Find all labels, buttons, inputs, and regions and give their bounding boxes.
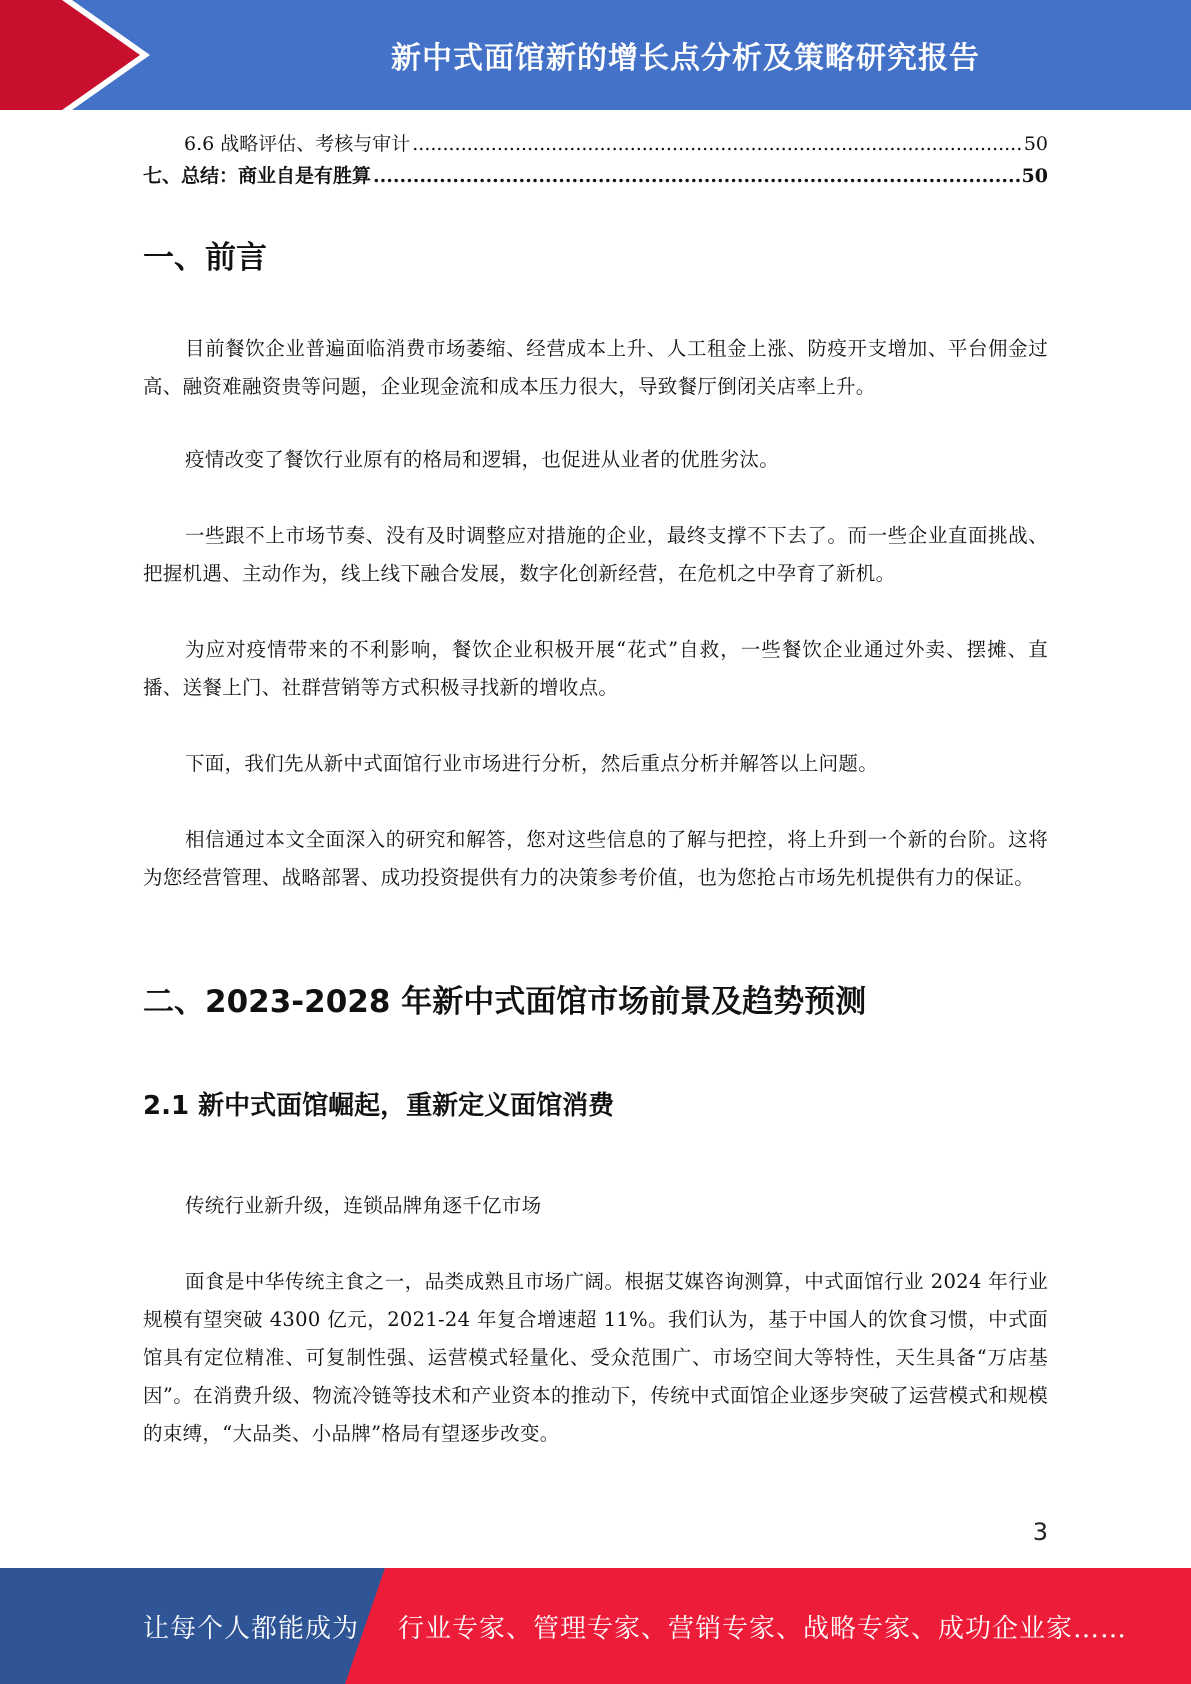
page-number: 3: [1032, 1518, 1048, 1546]
paragraph: 面食是中华传统主食之一，品类成熟且市场广阔。根据艾媒咨询测算，中式面馆行业 2024 年行业规模有望突破 4300 亿元，2021-24 年复合增速超 11%。我们认为，基于中国人的饮食习惯，中式面馆具有定位精准、可复制性强、运营模式轻量化、受众范围广、市场空间大等特性，天生具备“万店基因”。在消费升级、物流冷链等技术和产业资本的推动下，传统中式面馆企业逐步突破了运营模式和规模的束缚，“大品类、小品牌”格局有望逐步改变。: [143, 1270, 1048, 1445]
section-heading-forecast: 二、2023-2028 年新中式面馆市场前景及趋势预测: [143, 984, 867, 1020]
toc-entry-page: 50: [1021, 165, 1048, 187]
subsection-heading: 2.1 新中式面馆崛起，重新定义面馆消费: [143, 1091, 615, 1121]
paragraph: 传统行业新升级，连锁品牌角逐千亿市场: [185, 1194, 542, 1217]
paragraph: 为应对疫情带来的不利影响，餐饮企业积极开展“花式”自救，一些餐饮企业通过外卖、摆摊、直播、送餐上门、社群营销等方式积极寻找新的增收点。: [143, 638, 1048, 699]
table-of-contents: [143, 128, 1048, 192]
toc-entry-title: 七、总结：商业自是有胜算: [143, 165, 372, 187]
paragraph: 相信通过本文全面深入的研究和解答，您对这些信息的了解与把控，将上升到一个新的台阶。这将为您经营管理、战略部署、成功投资提供有力的决策参考价值，也为您抢占市场先机提供有力的保证。: [143, 828, 1048, 889]
paragraph: 下面，我们先从新中式面馆行业市场进行分析，然后重点分析并解答以上问题。: [185, 752, 879, 775]
toc-leader-dots: [373, 160, 1020, 192]
toc-entry-page: 50: [1023, 133, 1048, 155]
header-banner: [0, 0, 1191, 110]
toc-entry[interactable]: [143, 160, 1048, 192]
header-arrow-decoration: [0, 0, 180, 110]
footer-slogan-left: 让每个人都能成为: [143, 1613, 360, 1644]
footer-banner: [0, 1568, 1191, 1684]
paragraph: 一些跟不上市场节奏、没有及时调整应对措施的企业，最终支撑不下去了。而一些企业直面挑战、把握机遇、主动作为，线上线下融合发展，数字化创新经营，在危机之中孕育了新机。: [143, 524, 1048, 585]
toc-entry[interactable]: [143, 128, 1048, 160]
section-heading-preface: 一、前言: [143, 240, 267, 276]
document-body: [143, 128, 1048, 1445]
footer-slogan-right: 行业专家、管理专家、营销专家、战略专家、成功企业家……: [398, 1613, 1128, 1644]
toc-entry-title: 6.6 战略评估、考核与审计: [184, 133, 411, 155]
toc-leader-dots: [412, 128, 1022, 160]
paragraph: 疫情改变了餐饮行业原有的格局和逻辑，也促进从业者的优胜劣汰。: [185, 448, 780, 471]
paragraph: 目前餐饮企业普遍面临消费市场萎缩、经营成本上升、人工租金上涨、防疫开支增加、平台佣金过高、融资难融资贵等问题，企业现金流和成本压力很大，导致餐厅倒闭关店率上升。: [143, 337, 1048, 398]
report-title: 新中式面馆新的增长点分析及策略研究报告: [391, 41, 980, 76]
